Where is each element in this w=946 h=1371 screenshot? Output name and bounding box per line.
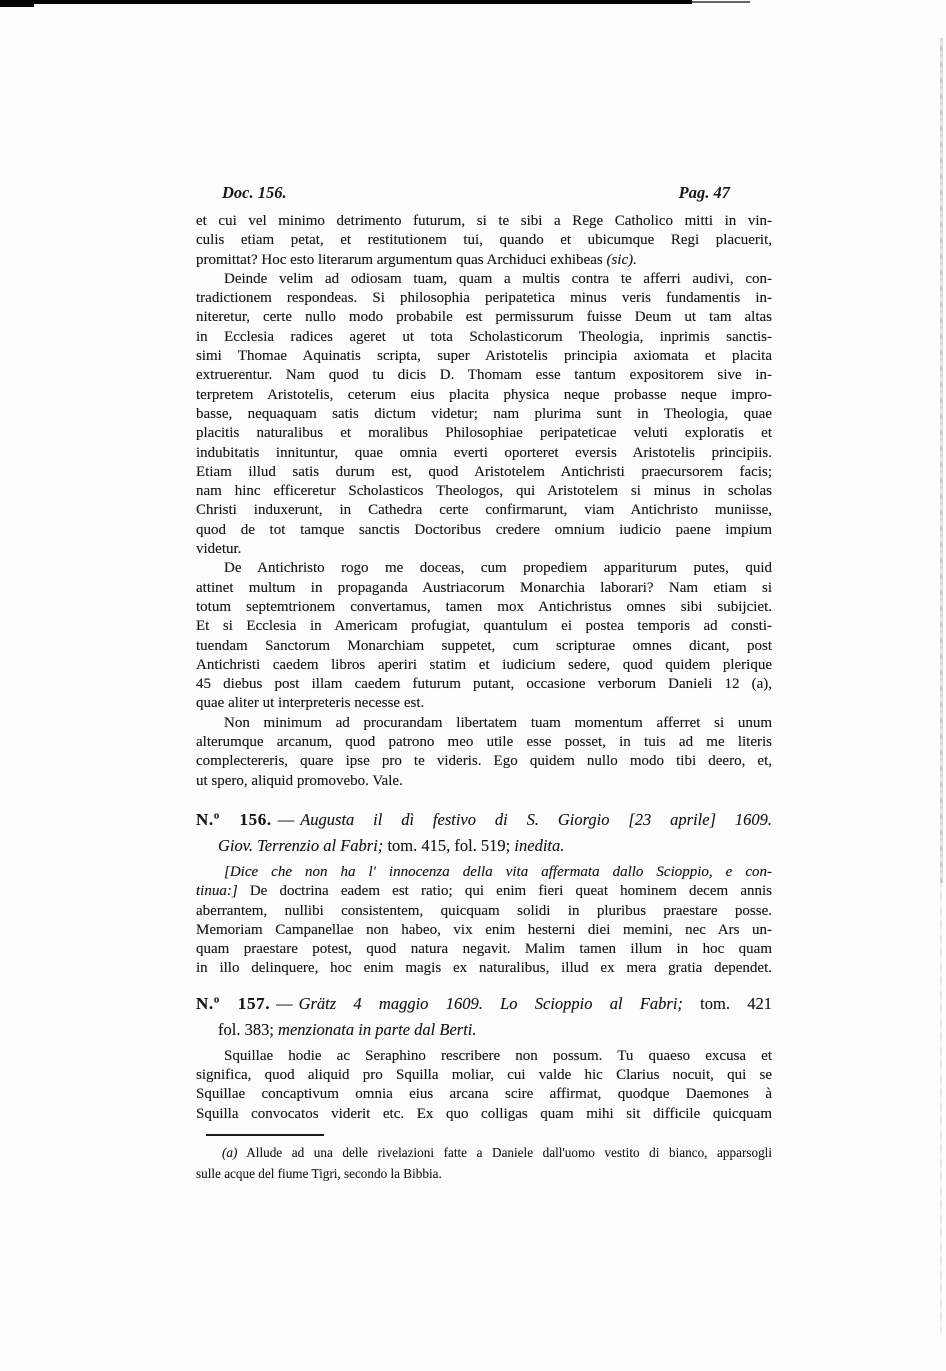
entry-156-number: N.º 156. [196,809,272,829]
text-line: terpretem Aristotelis, ceterum eius placita physica neque probasse neque impro- [196,386,772,403]
text-line: culis etiam petat, et restitutionem tui, quando et ubicumque Regi placuerit, [196,232,772,249]
text-segment: promittat? Hoc esto literarum argumentum quas Archiduci exhibeas [196,251,607,268]
text-line: indubitatis innituntur, quae omnia everti oporteret eversis Aristotelis principiis. [196,444,772,461]
entry-157-title: Grätz 4 maggio 1609. Lo Scioppio al Fabri; [298,993,683,1013]
text-line: niteretur, certe nullo modo probabile est permissurum fuisse Deum ut tam altas [196,309,772,326]
scan-artifact-right-streak-lower [940,883,942,1333]
text-line: complectereris, quare ipse pro te videris. Ego quidem nullo modo tibi deero, et, [196,753,772,770]
entry-157-number: N.º 157. [196,993,271,1013]
entry-157-body [196,1047,772,1124]
dash-separator: — [276,993,293,1013]
text-line: ut spero, aliquid promovebo. Vale. [196,772,403,789]
scan-artifact-top-bar [0,0,692,4]
scan-artifact-right-streak [940,38,943,883]
footnote-divider-rule [206,1134,324,1136]
text-line: quam praestare potest, quod natura negavit. Malim tamen illum in hoc quam [196,941,772,958]
footnote-line [196,1142,772,1164]
text-line: totum septemtrionem convertamus, tamen mox Antichristus omnes sibi subijciet. [196,598,772,615]
text-line: Et si Ecclesia in Americam profugiat, quantulum ei postea temporis ad consti- [196,618,772,635]
entry-157-tome: tom. 421 [682,993,772,1013]
text-line: alterumque arcanum, quod patrono meo utile esse posset, in tuis ad me literis [196,734,772,751]
text-line: Squillae hodie ac Seraphino rescribere non possum. Tu quaeso excusa et [224,1047,772,1064]
text-line: aberrantem, nullibi consistentem, quicquam solidi in pluribus praestare posse. [196,902,772,919]
entry-156-heading-line1 [196,807,772,833]
text-line: quod de tot tamque sanctis Doctoribus credere omnium iudicio paene impium [196,521,772,538]
document-number-label: Doc. 156. [222,183,287,202]
text-line: Deinde velim ad odiosam tuam, quam a multis contra te afferri audivi, con- [224,270,772,287]
text-line: Memoriam Campanellae non habeo, vix enim hesterni diei memini, nec Ars un- [196,921,772,938]
text-line: Etiam illud satis durum est, quod Aristotelem Antichristi praecursorem facis; [196,463,772,480]
entry-157-heading-line2 [218,1017,772,1043]
text-line: Antichristi caedem libros aperiri statim et iudicium sedere, quod quidem plerique [196,656,772,673]
text-line: tradictionem respondeas. Si philosophia peripatetica minus veris fundamentis in- [196,290,772,307]
text-line: in illo delinquere, hoc enim magis ex naturalibus, illud ex mera gratia dependet. [196,960,772,977]
text-line: et cui vel minimo detrimento futurum, si te sibi a Rege Catholico mitti in vin- [196,213,772,229]
text-line: significa, quod aliquid pro Squilla moliar, cui valde hic Clarius nocuit, qui se [196,1066,772,1083]
text-line: 45 diebus post illam caedem futurum putant, occasione verborum Danieli 12 (a), [196,676,772,693]
editorial-note-end: tinua:] [196,883,238,900]
text-line: Squillae concaptivum omnia eius arcana scire affirmat, quodque Daemones à [196,1086,772,1103]
text-line: Squilla convocatos viderit etc. Ex quo colligas quam mihi sit difficile quicquam [196,1105,772,1122]
page-number-label: Pag. 47 [678,183,730,202]
entry-156-body [196,863,772,979]
text-line: in Ecclesia radices ageret ut tota Scholasticorum Theologia, inprimis sanctis- [196,328,772,345]
entry-157-heading [196,991,772,1043]
text-line: De Antichristo rogo me doceas, cum propediem appariturum putes, quid [224,560,772,577]
text-line: attinet multum in propaganda Austriacorum Monarchia laborari? Nam etiam si [196,579,772,596]
text-line: basse, nequaquam satis dictum videtur; nam plurima sunt in Theologia, quae [196,405,772,422]
entry-156-correspondents: Giov. Terrenzio al Fabri; [218,835,384,855]
text-line: Non minimum ad procurandam libertatem tuam momentum afferret si unum [224,714,772,731]
entry-156-reference: tom. 415, fol. 519; [383,835,515,855]
entry-157-folio: fol. 383; [218,1019,279,1039]
text-line: [Dice che non ha l' innocenza della vita affermata dallo Scioppio, e con- [224,863,772,880]
text-line: quae aliter ut interpreteris necesse est. [196,695,425,712]
footnote-section [196,1134,772,1185]
entry-156-heading [196,807,772,859]
text-line [196,251,772,270]
running-header [196,183,772,204]
text-line [196,882,772,901]
dash-separator: — [277,809,295,829]
text-line: placitis naturalibus et moralibus Philosophiae peripateticae veluti exploratis et [196,425,772,442]
text-line: tuendam Sanctorum Monarchiam suppetet, cum scripturae omnes dicant, post [196,637,772,654]
text-line: simi Thomae Aquinatis scripta, super Aristotelis principia axiomata et placita [196,348,772,365]
text-line: extruerentur. Nam quod tu dicis D. Thomam esse tantum expositorem sive in- [196,367,772,384]
entry-156-inedita: inedita. [514,835,565,855]
scan-artifact-top-bar-extension [692,1,750,3]
entry-156-heading-line2 [218,833,772,859]
page-content [196,183,772,1185]
text-line: nam hinc efficeretur Scholasticos Theologos, qui Aristotelem si minus in scholas [196,483,772,500]
text-line: videtur. [196,541,242,558]
letter-continuation [196,212,772,791]
sic-annotation: (sic). [606,251,637,268]
text-line: Christi induxerunt, in Cathedra certe confirmarunt, viam Antichristo muniisse, [196,502,772,519]
entry-157-heading-line1 [196,991,772,1017]
text-segment: De doctrina eadem est ratio; qui enim fieri queat hominem decem annis [237,883,772,900]
footnote-marker: (a) [222,1144,238,1160]
scan-artifact-top-bar-left [0,0,34,7]
entry-157-mention-note: menzionata in parte dal Berti. [278,1019,477,1039]
entry-156-title: Augusta il dì festivo di S. Giorgio [23 aprile] 1609. [300,809,772,829]
footnote-line: sulle acque del fiume Tigri, secondo la Bibbia. [196,1166,442,1182]
footnote-text: Allude ad una delle rivelazioni fatte a Daniele dall'uomo vestito di bianco, apparsogli [237,1144,772,1160]
